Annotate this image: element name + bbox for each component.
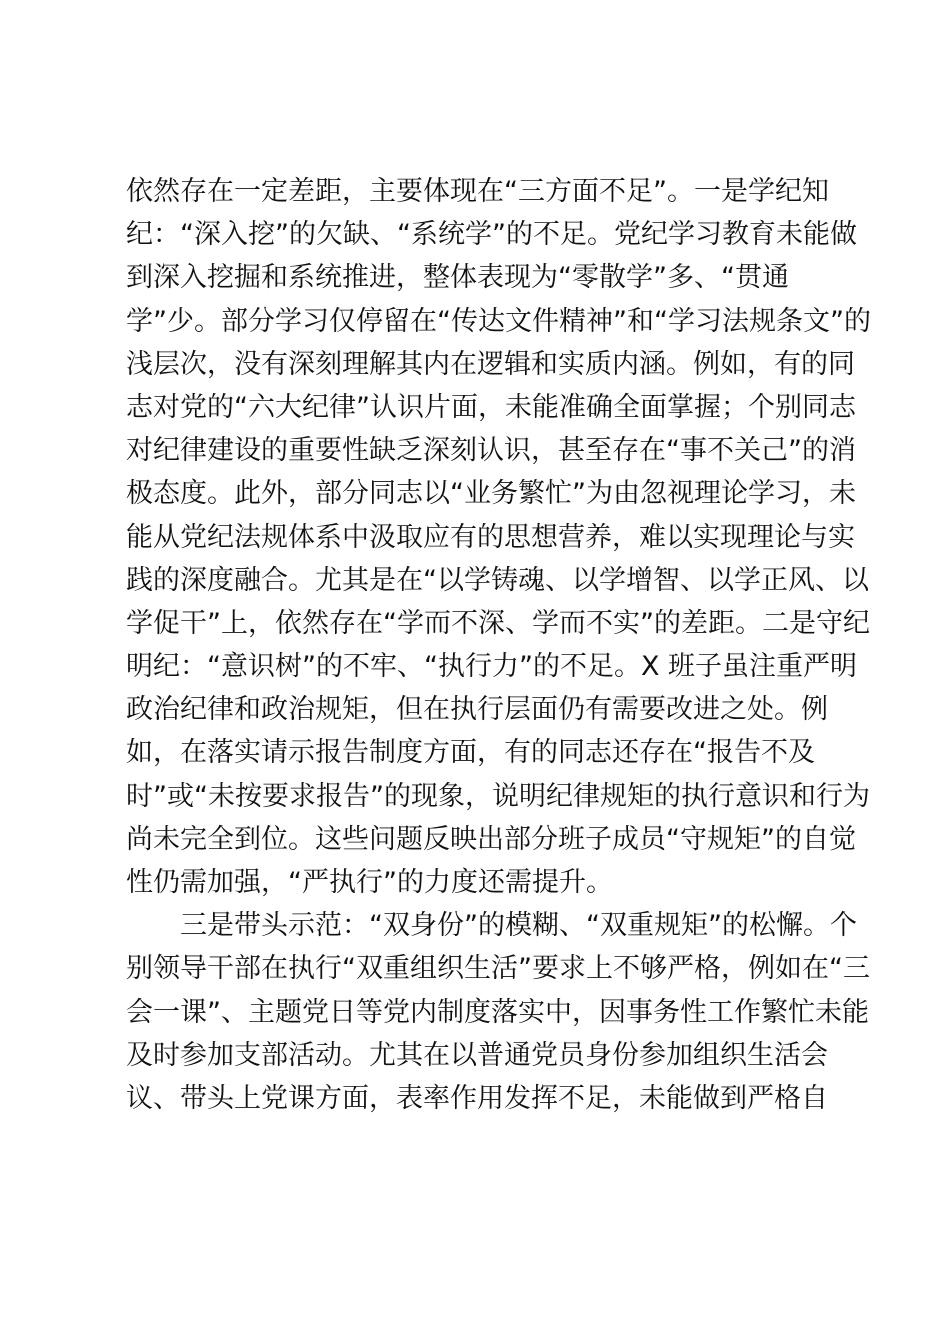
text-line: 依然存在一定差距，主要体现在“三方面不足”。一是学纪知 (126, 176, 829, 207)
text-line: 浅层次，没有深刻理解其内在逻辑和实质内涵。例如，有的同 (126, 348, 855, 380)
body-text (126, 170, 871, 1120)
text-line: 议、带头上党课方面，表率作用发挥不足，未能做到严格自 (126, 1082, 828, 1114)
text-line: 学促干”上，依然存在“学而不深、学而不实”的差距。二是守纪 (126, 607, 870, 639)
text-line: 纪：“深入挖”的欠缺、“系统学”的不足。党纪学习教育未能做 (126, 219, 857, 251)
text-line: 尚未完全到位。这些问题反映出部分班子成员“守规矩”的自觉 (126, 823, 856, 855)
text-line: 到深入挖掘和系统推进，整体表现为“零散学”多、“贯通 (126, 262, 789, 294)
text-line: 如，在落实请示报告制度方面，有的同志还存在“报告不及 (126, 737, 815, 769)
text-line: 会一课”、主题党日等党内制度落实中，因事务性工作繁忙未能 (126, 996, 869, 1028)
text-line: 学”少。部分学习仅停留在“传达文件精神”和“学习法规条文”的 (126, 305, 871, 337)
paragraph-start-line: 三是带头示范：“双身份”的模糊、“双重规矩”的松懈。个 (180, 910, 857, 942)
text-line: 极态度。此外，部分同志以“业务繁忙”为由忽视理论学习，未 (126, 478, 856, 510)
text-line: 对纪律建设的重要性缺乏深刻认识，甚至存在“事不关己”的消 (126, 435, 856, 467)
text-line: 明纪：“意识树”的不牢、“执行力”的不足。X 班子虽注重严明 (126, 651, 858, 683)
text-line: 志对党的“六大纪律”认识片面，未能准确全面掌握；个别同志 (126, 391, 856, 423)
text-line: 别领导干部在执行“双重组织生活”要求上不够严格，例如在“三 (126, 953, 870, 985)
text-line: 时”或“未按要求报告”的现象，说明纪律规矩的执行意识和行为 (126, 780, 870, 812)
text-line: 性仍需加强，“严执行”的力度还需提升。 (126, 867, 613, 898)
text-line: 及时参加支部活动。尤其在以普通党员身份参加组织生活会 (126, 1039, 828, 1071)
text-line: 政治纪律和政治规矩，但在执行层面仍有需要改进之处。例 (126, 694, 828, 726)
text-line: 能从党纪法规体系中汲取应有的思想营养，难以实现理论与实 (126, 521, 855, 553)
text-line: 践的深度融合。尤其是在“以学铸魂、以学增智、以学正风、以 (126, 564, 869, 596)
